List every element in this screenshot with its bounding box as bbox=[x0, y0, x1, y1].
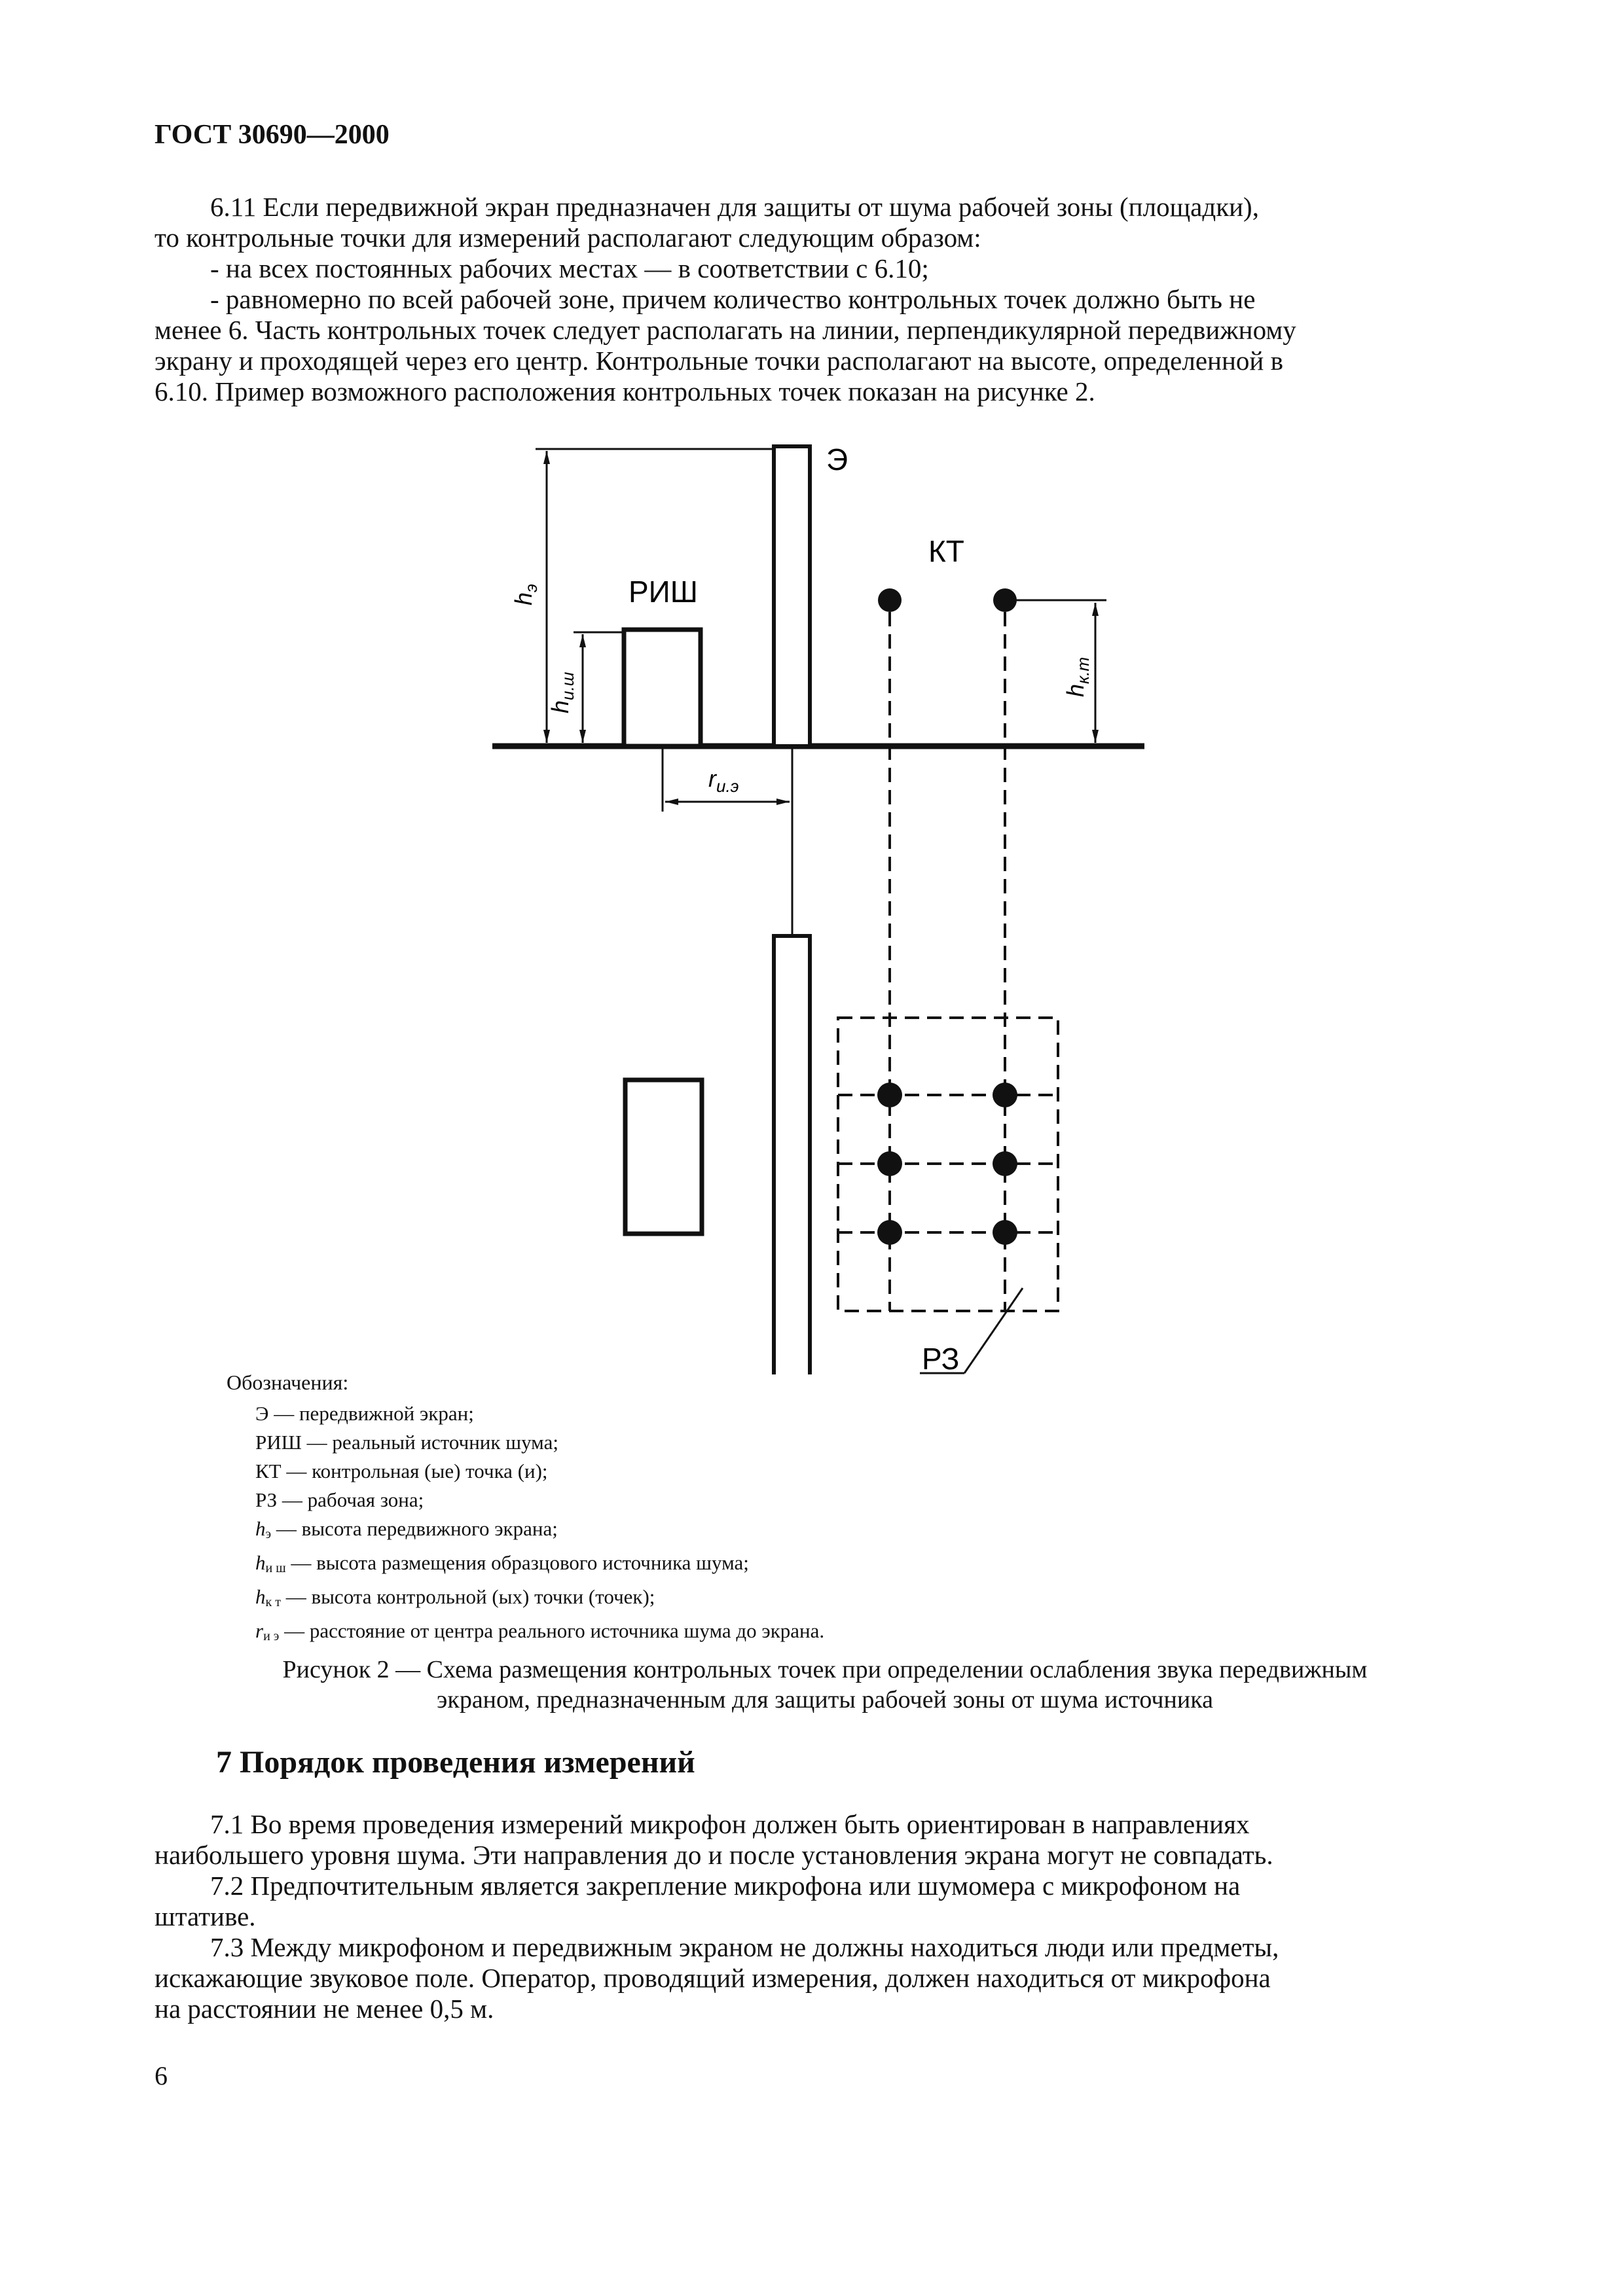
legend-item bbox=[255, 1583, 824, 1617]
h-screen-sym: h bbox=[510, 592, 537, 605]
legend-symbol: КТ bbox=[255, 1460, 282, 1482]
label-r bbox=[708, 765, 739, 796]
para-line: искажающие звуковое поле. Оператор, проводящий измерения, должен находиться от микрофона bbox=[155, 1963, 1271, 1993]
legend-symbol: РЗ bbox=[255, 1488, 278, 1511]
zone-leader-line bbox=[964, 1288, 1023, 1373]
control-point bbox=[877, 1083, 902, 1107]
r-sub: и.э bbox=[716, 776, 739, 796]
legend-item bbox=[255, 1457, 824, 1486]
control-point bbox=[877, 1220, 902, 1245]
legend-item bbox=[255, 1486, 824, 1515]
legend-text: — контрольная (ые) точка (и); bbox=[281, 1460, 548, 1482]
label-h-source bbox=[547, 672, 577, 713]
noise-source-elevation bbox=[624, 630, 701, 746]
legend-list bbox=[255, 1399, 824, 1651]
label-screen: Э bbox=[826, 442, 848, 476]
h-point-sym: h bbox=[1062, 683, 1089, 697]
r-sym: r bbox=[708, 765, 716, 792]
legend-subscript: и ш bbox=[265, 1561, 286, 1575]
legend-symbol: РИШ bbox=[255, 1431, 302, 1454]
screen-plan bbox=[774, 936, 810, 1374]
label-control-points: КТ bbox=[928, 534, 964, 568]
para-line: штативе. bbox=[155, 1901, 256, 1931]
legend-symbol: h bbox=[255, 1551, 266, 1574]
para-line: 6.11 Если передвижной экран предназначен для защиты от шума рабочей зоны (площадки), bbox=[210, 192, 1259, 222]
para-line: - равномерно по всей рабочей зоне, причем количество контрольных точек должно быть не bbox=[210, 284, 1256, 314]
para-line: то контрольные точки для измерений располагают следующим образом: bbox=[155, 223, 981, 253]
section-7-body bbox=[155, 1809, 1470, 2024]
legend-text: — рабочая зона; bbox=[277, 1488, 424, 1511]
caption-line: экраном, предназначенным для защиты рабочей зоны от шума источника bbox=[437, 1686, 1213, 1713]
screen-elevation bbox=[774, 446, 810, 746]
para-line: менее 6. Часть контрольных точек следует располагать на линии, перпендикулярной передвижному bbox=[155, 315, 1296, 345]
para-line: - на всех постоянных рабочих местах — в соответствии с 6.10; bbox=[210, 253, 929, 283]
legend-symbol: h bbox=[255, 1517, 266, 1540]
section-7-title: 7 Порядок проведения измерений bbox=[216, 1745, 695, 1780]
h-source-sub: и.ш bbox=[558, 672, 577, 700]
para-line: 7.1 Во время проведения измерений микрофон должен быть ориентирован в направлениях bbox=[210, 1809, 1250, 1839]
legend-item bbox=[255, 1515, 824, 1549]
legend-item bbox=[255, 1617, 824, 1651]
para-line: 7.2 Предпочтительным является закрепление микрофона или шумомера с микрофоном на bbox=[210, 1871, 1241, 1901]
legend-text: — высота размещения образцового источника шума; bbox=[285, 1551, 749, 1574]
figure-caption bbox=[203, 1655, 1447, 1715]
legend-title: Обозначения: bbox=[227, 1371, 349, 1394]
h-point-sub: к.т bbox=[1073, 656, 1093, 684]
legend-subscript: к т bbox=[265, 1595, 281, 1609]
legend-text: — реальный источник шума; bbox=[301, 1431, 558, 1454]
legend-text: — высота контрольной (ых) точки (точек); bbox=[280, 1585, 655, 1608]
legend-text: — передвижной экран; bbox=[268, 1402, 474, 1425]
para-line: 7.3 Между микрофоном и передвижным экраном не должны находиться люди или предметы, bbox=[210, 1932, 1279, 1962]
noise-source-plan bbox=[625, 1080, 702, 1234]
legend-subscript: э bbox=[265, 1527, 272, 1541]
label-work-zone: РЗ bbox=[922, 1342, 960, 1374]
legend-symbol: r bbox=[255, 1619, 264, 1642]
para-line: 6.10. Пример возможного расположения контрольных точек показан на рисунке 2. bbox=[155, 376, 1095, 406]
para-line: экрану и проходящей через его центр. Контрольные точки располагают на высоте, определенной в bbox=[155, 346, 1283, 376]
control-point bbox=[993, 1083, 1017, 1107]
legend-item bbox=[255, 1399, 824, 1428]
label-noise-source: РИШ bbox=[629, 575, 698, 609]
caption-line: Рисунок 2 — Схема размещения контрольных точек при определении ослабления звука передвижным bbox=[282, 1656, 1368, 1683]
control-point bbox=[877, 1151, 902, 1176]
h-screen-sub: э bbox=[521, 584, 541, 592]
document-header: ГОСТ 30690—2000 bbox=[155, 120, 390, 150]
legend-item bbox=[255, 1549, 824, 1583]
legend-text: — расстояние от центра реального источника шума до экрана. bbox=[279, 1619, 825, 1642]
legend-text: — высота передвижного экрана; bbox=[271, 1517, 558, 1540]
legend-subscript: и э bbox=[263, 1629, 280, 1643]
legend-item bbox=[255, 1428, 824, 1457]
control-point bbox=[993, 1151, 1017, 1176]
h-source-sym: h bbox=[547, 700, 574, 713]
label-h-screen bbox=[510, 584, 541, 605]
legend-symbol: Э bbox=[255, 1402, 269, 1425]
control-point bbox=[878, 588, 902, 612]
para-line: на расстоянии не менее 0,5 м. bbox=[155, 1994, 494, 2024]
page-number: 6 bbox=[155, 2061, 168, 2090]
para-line: наибольшего уровня шума. Эти направления до и после установления экрана могут не совпадать. bbox=[155, 1840, 1273, 1870]
control-point bbox=[993, 1220, 1017, 1245]
label-h-point bbox=[1062, 657, 1093, 697]
legend-symbol: h bbox=[255, 1585, 266, 1608]
